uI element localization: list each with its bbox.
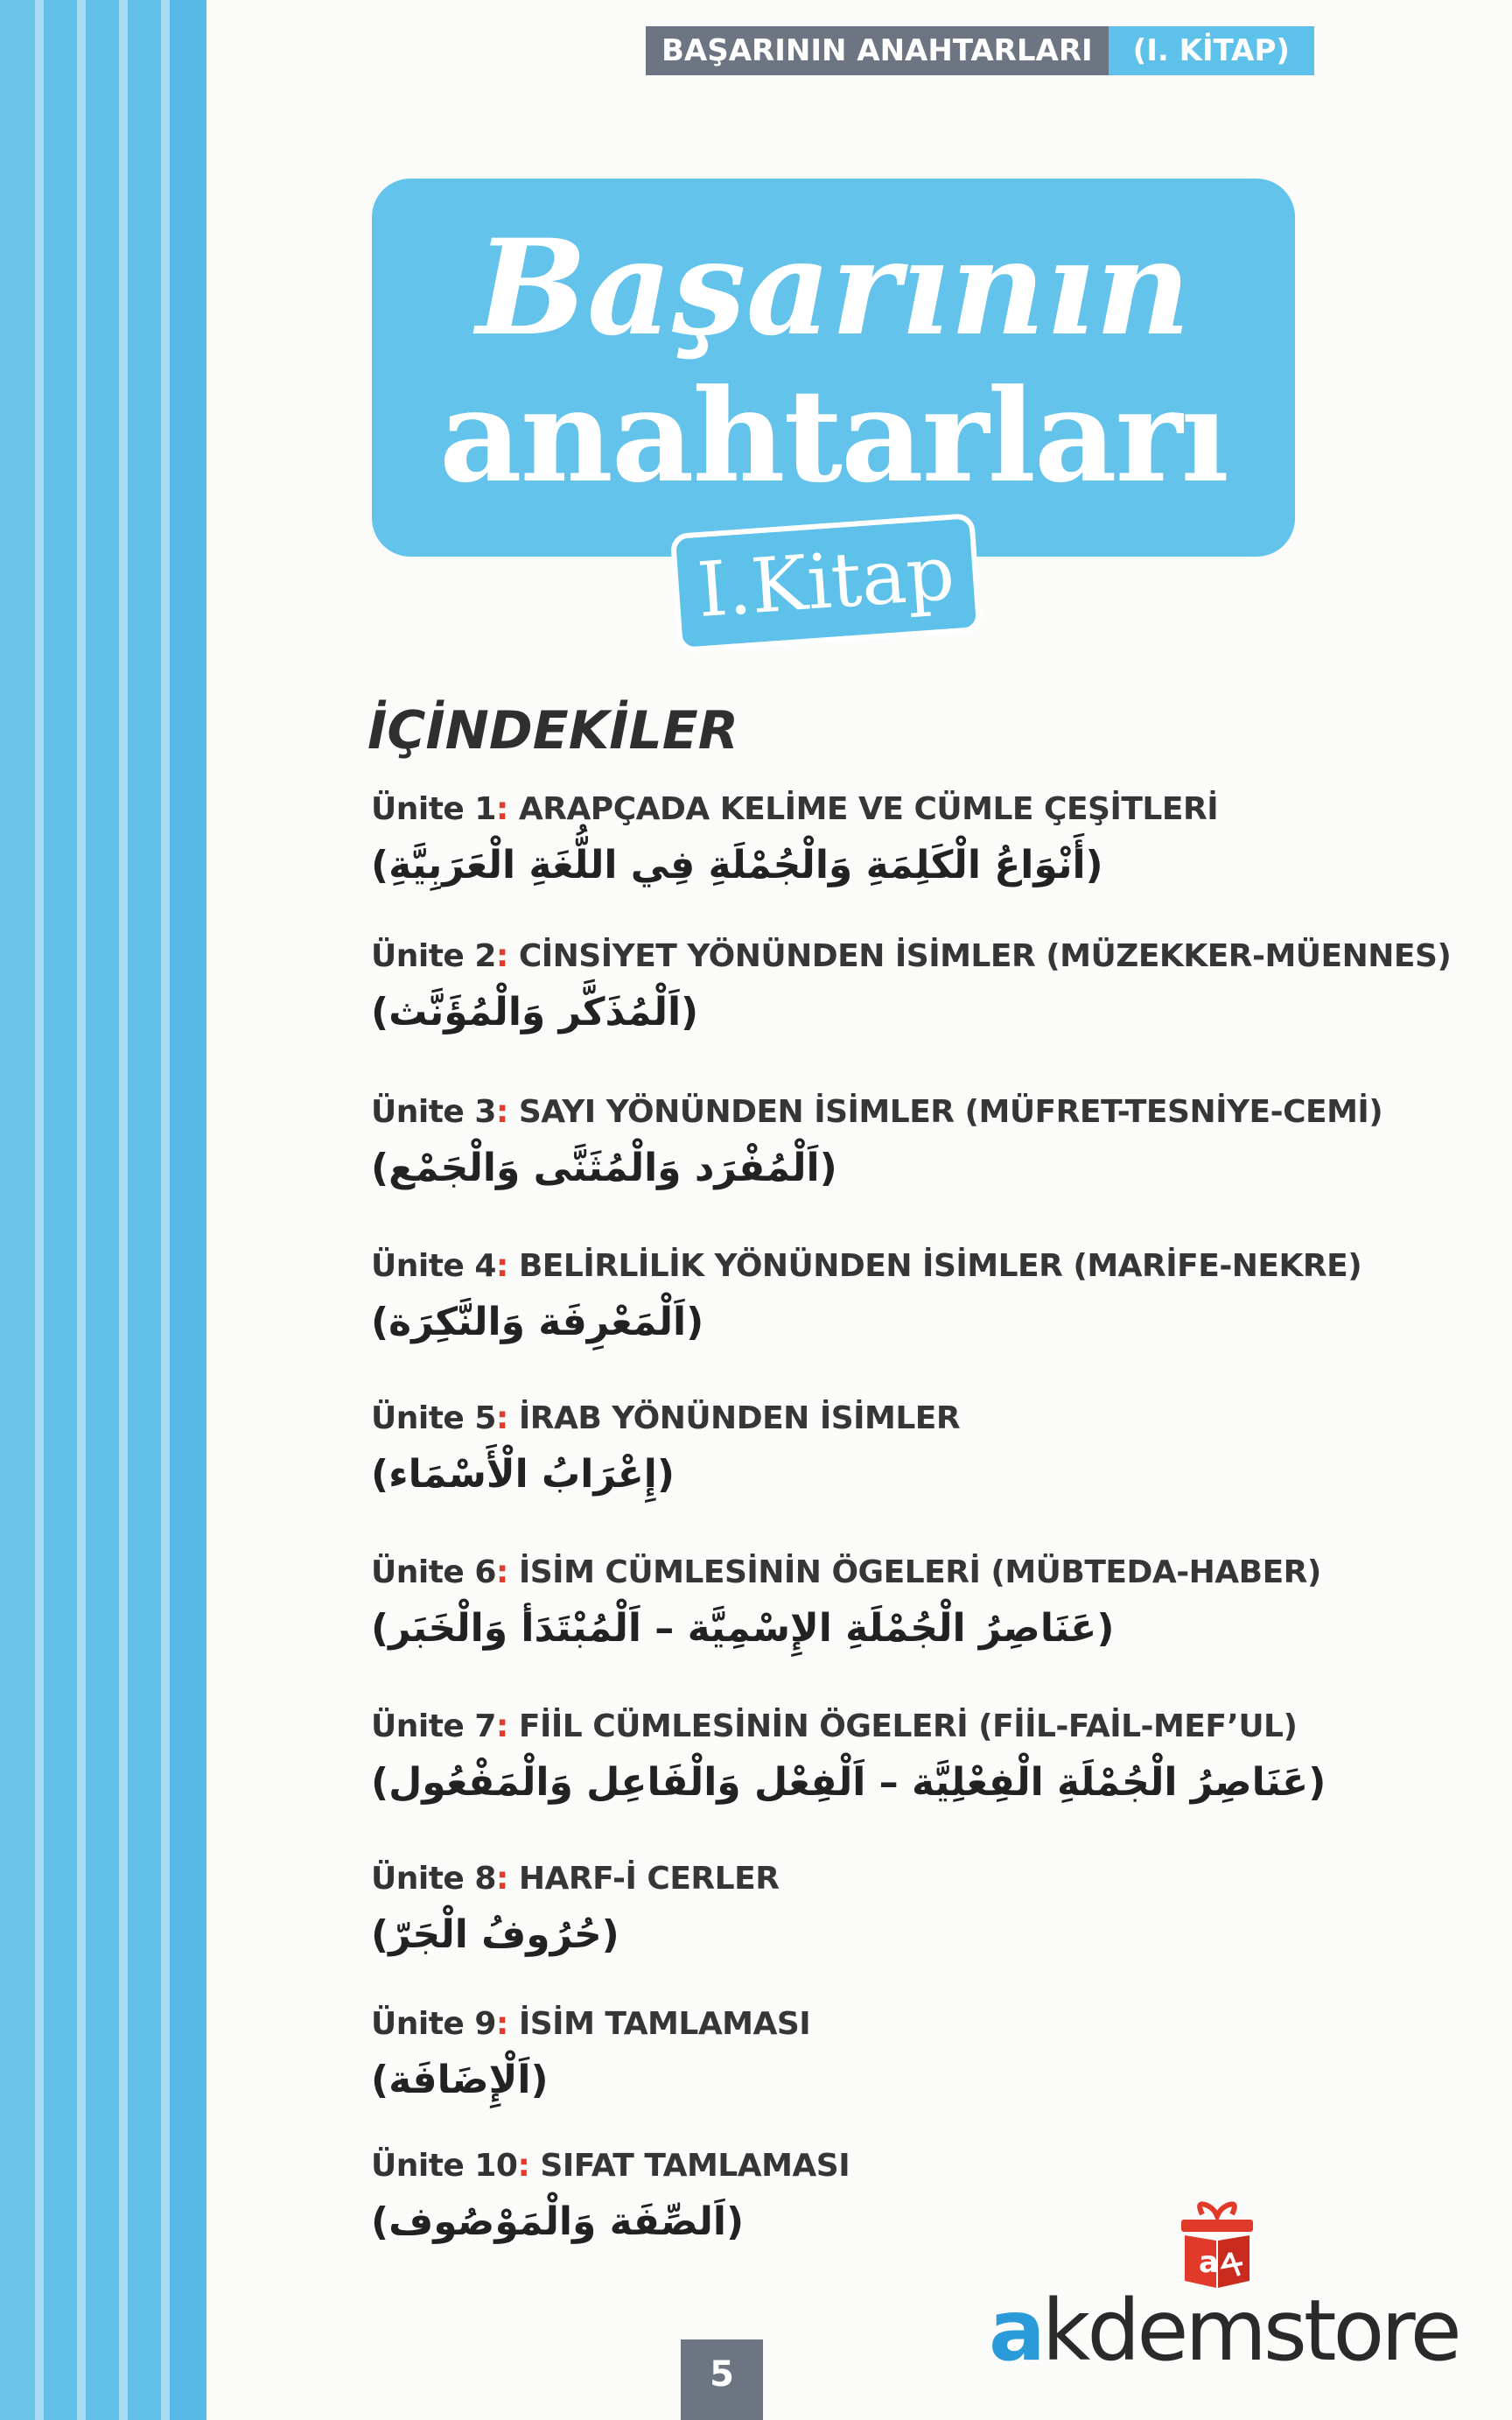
unit-label: Ünite <box>371 1400 475 1436</box>
title-line-2: anahtarları <box>439 361 1228 511</box>
book-gift-icon <box>1169 2197 1265 2293</box>
unit-number: 4 <box>474 1248 496 1284</box>
unit-arabic-title: (اَلْمَعْرِفَة وَالنَّكِرَة) <box>371 1300 704 1344</box>
running-header <box>646 26 1314 75</box>
svg-text:a: a <box>1199 2245 1219 2280</box>
unit-arabic-title: (اَلْمُفْرَد وَالْمُثَنَّى وَالْجَمْع) <box>371 1146 837 1190</box>
unit-topic: ARAPÇADA KELİME VE CÜMLE ÇEŞİTLERİ <box>518 791 1219 827</box>
unit-label: Ünite <box>371 2148 475 2184</box>
unit-arabic-title: (اَلصِّفَة وَالْمَوْصُوف) <box>371 2199 745 2244</box>
unit-topic: SIFAT TAMLAMASI <box>540 2148 850 2184</box>
unit-arabic-title: (عَنَاصِرُ الْجُمْلَةِ الْفِعْلِيَّة – اَلْفِعْل وَالْفَاعِل وَالْمَفْعُول) <box>371 1760 1326 1805</box>
toc-unit-3: Ünite 3: SAYI YÖNÜNDEN İSİMLER (MÜFRET-TESNİYE-CEMİ) (اَلْمُفْرَد وَالْمُثَنَّى وَالْجَمْع) <box>371 1091 1447 1199</box>
unit-number: 10 <box>474 2148 518 2184</box>
volume-tag: I.Kitap <box>670 513 983 653</box>
unit-topic: FİİL CÜMLESİNİN ÖGELERİ (FİİL-FAİL-MEF’UL) <box>518 1708 1298 1744</box>
toc-heading: İÇİNDEKİLER <box>368 700 738 761</box>
toc-unit-9: Ünite 9: İSİM TAMLAMASI (اَلْإِضَافَة) <box>371 2003 1447 2111</box>
logo-wordmark: kdemstore <box>1041 2282 1459 2380</box>
decorative-stripes <box>0 0 206 2420</box>
header-volume: (I. KİTAP) <box>1109 26 1314 75</box>
unit-label: Ünite <box>371 1554 475 1590</box>
unit-arabic-title: (إِعْرَابُ الْأَسْمَاء) <box>371 1452 675 1497</box>
toc-unit-5: Ünite 5: İRAB YÖNÜNDEN İSİMLER (إِعْرَابُ الْأَسْمَاء) <box>371 1397 1447 1505</box>
unit-topic: HARF-İ CERLER <box>518 1861 780 1897</box>
store-logo <box>989 2283 1459 2379</box>
toc-unit-10: Ünite 10: SIFAT TAMLAMASI (اَلصِّفَة وَالْمَوْصُوف) <box>371 2144 1447 2253</box>
unit-number: 7 <box>474 1708 496 1744</box>
unit-arabic-title: (حُرُوفُ الْجَرّ) <box>371 1912 620 1957</box>
unit-label: Ünite <box>371 1248 475 1284</box>
toc-unit-2: Ünite 2: CİNSİYET YÖNÜNDEN İSİMLER (MÜZEKKER-MÜENNES) (اَلْمُذَكَّر وَالْمُؤَنَّث) <box>371 935 1447 1043</box>
unit-topic: BELİRLİLİK YÖNÜNDEN İSİMLER (MARİFE-NEKRE) <box>518 1248 1362 1284</box>
unit-number: 1 <box>474 791 496 827</box>
title-line-1: Başarının <box>476 211 1191 365</box>
unit-topic: İRAB YÖNÜNDEN İSİMLER <box>518 1400 961 1436</box>
title-box <box>372 179 1295 557</box>
toc-unit-4: Ünite 4: BELİRLİLİK YÖNÜNDEN İSİMLER (MARİFE-NEKRE) (اَلْمَعْرِفَة وَالنَّكِرَة) <box>371 1245 1447 1353</box>
unit-arabic-title: (عَنَاصِرُ الْجُمْلَةِ الإِسْمِيَّة – اَلْمُبْتَدَأ وَالْخَبَر) <box>371 1606 1115 1651</box>
header-book-title: BAŞARININ ANAHTARLARI <box>646 26 1109 75</box>
unit-label: Ünite <box>371 1861 475 1897</box>
unit-number: 6 <box>474 1554 496 1590</box>
unit-topic: SAYI YÖNÜNDEN İSİMLER (MÜFRET-TESNİYE-CEMİ) <box>518 1094 1383 1130</box>
unit-arabic-title: (أَنْوَاعُ الْكَلِمَةِ وَالْجُمْلَةِ فِي اللُّغَةِ الْعَرَبِيَّةِ) <box>371 843 1103 887</box>
unit-number: 9 <box>474 2006 496 2042</box>
unit-topic: CİNSİYET YÖNÜNDEN İSİMLER (MÜZEKKER-MÜENNES) <box>518 938 1452 974</box>
toc-unit-6: Ünite 6: İSİM CÜMLESİNİN ÖGELERİ (MÜBTEDA-HABER) (عَنَاصِرُ الْجُمْلَةِ الإِسْمِيَّة – اَلْمُبْتَدَأ وَالْخَبَر) <box>371 1551 1447 1659</box>
unit-arabic-title: (اَلْمُذَكَّر وَالْمُؤَنَّث) <box>371 990 699 1035</box>
unit-label: Ünite <box>371 1094 475 1130</box>
unit-number: 2 <box>474 938 496 974</box>
toc-unit-8: Ünite 8: HARF-İ CERLER (حُرُوفُ الْجَرّ) <box>371 1857 1447 1966</box>
unit-number: 5 <box>474 1400 496 1436</box>
unit-label: Ünite <box>371 1708 475 1744</box>
unit-topic: İSİM TAMLAMASI <box>518 2006 811 2042</box>
unit-label: Ünite <box>371 938 475 974</box>
unit-arabic-title: (اَلْإِضَافَة) <box>371 2058 549 2102</box>
unit-label: Ünite <box>371 791 475 827</box>
toc-unit-1: Ünite 1: ARAPÇADA KELİME VE CÜMLE ÇEŞİTLERİ (أَنْوَاعُ الْكَلِمَةِ وَالْجُمْلَةِ فِي اللُّغَةِ الْعَرَبِيَّةِ) <box>371 788 1447 896</box>
page-number: 5 <box>681 2339 763 2420</box>
logo-letter-a: a <box>989 2282 1042 2380</box>
unit-number: 8 <box>474 1861 496 1897</box>
toc-unit-7: Ünite 7: FİİL CÜMLESİNİN ÖGELERİ (FİİL-FAİL-MEF’UL) (عَنَاصِرُ الْجُمْلَةِ الْفِعْلِيَّة – اَلْفِعْل وَالْفَاعِل وَالْمَفْعُول) <box>371 1705 1447 1813</box>
unit-label: Ünite <box>371 2006 475 2042</box>
unit-topic: İSİM CÜMLESİNİN ÖGELERİ (MÜBTEDA-HABER) <box>518 1554 1321 1590</box>
unit-number: 3 <box>474 1094 496 1130</box>
